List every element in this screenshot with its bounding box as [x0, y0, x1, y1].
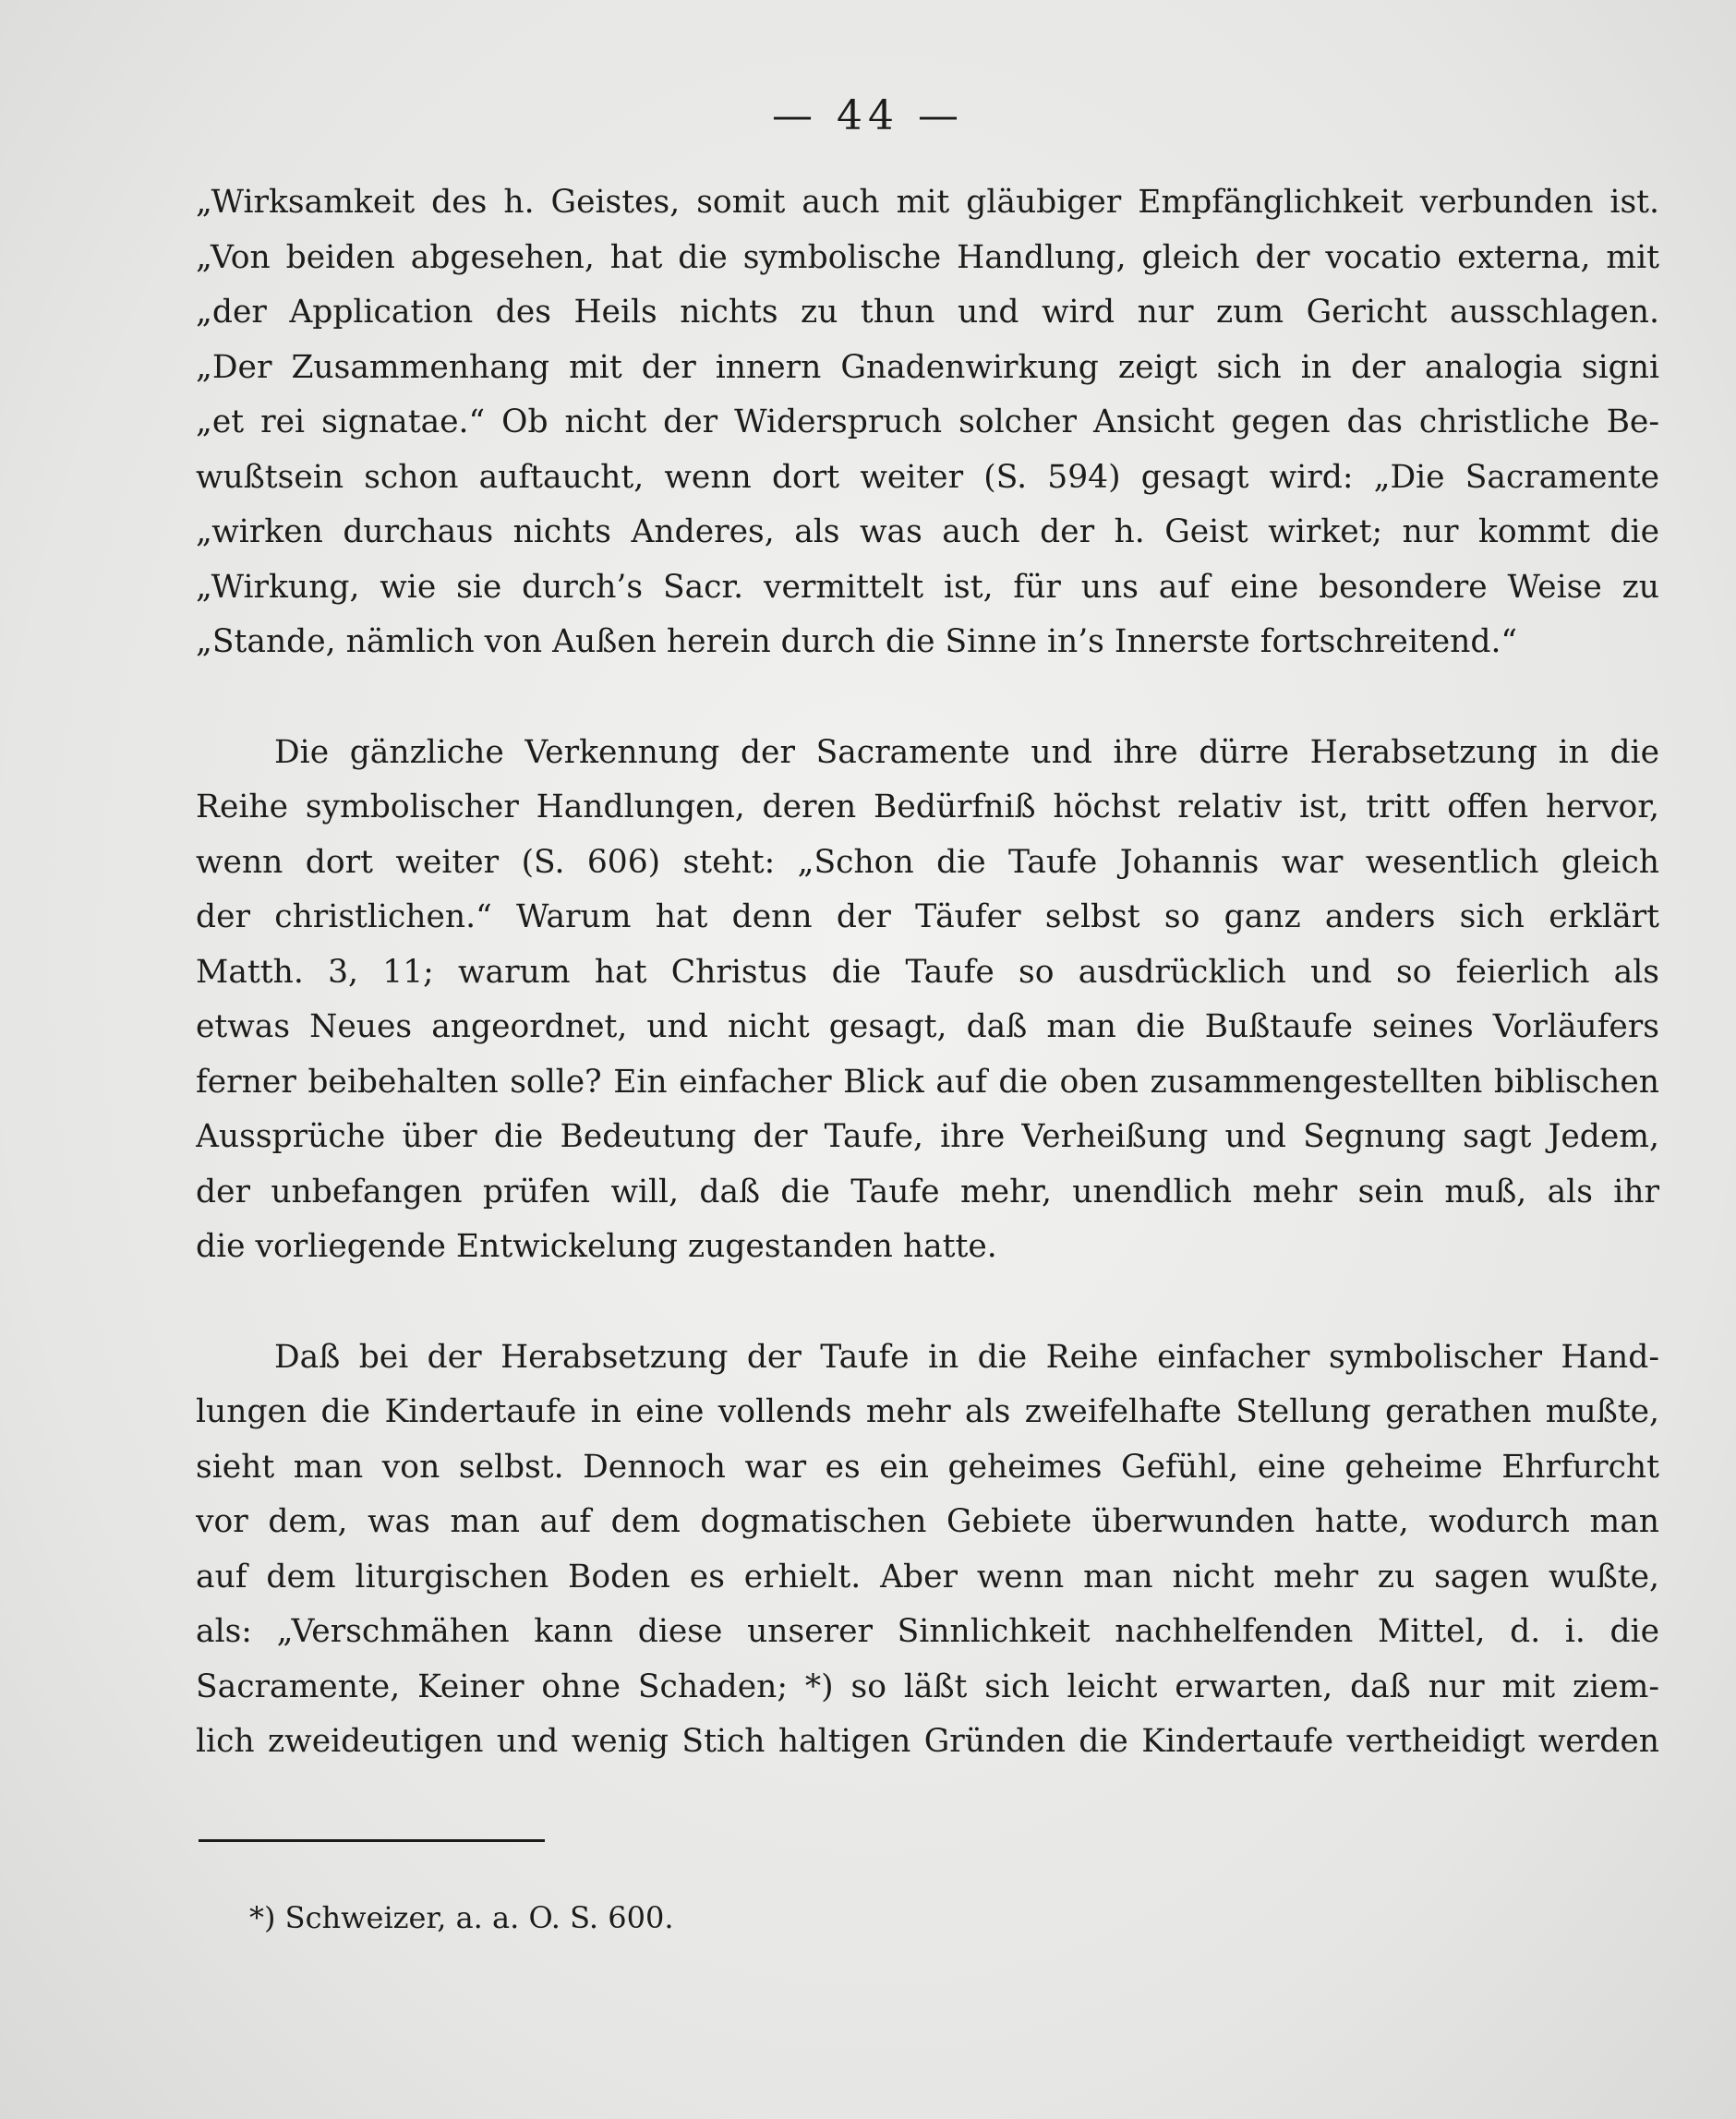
- footnote-rule: [199, 1839, 545, 1842]
- text-line: Aussprüche über die Bedeutung der Taufe, ihre Verheißung und Segnung sagt Jedem,: [196, 1118, 1659, 1155]
- text-line: etwas Neues angeordnet, und nicht gesagt, daß man die Bußtaufe seines Vorläufers: [196, 1008, 1659, 1045]
- text-line: sieht man von selbst. Dennoch war es ein geheimes Gefühl, eine geheime Ehrfurcht: [196, 1448, 1659, 1486]
- text-line: wußtsein schon auftaucht, wenn dort weiter (S. 594) gesagt wird: „Die Sacramente: [196, 458, 1659, 496]
- text-line: Die gänzliche Verkennung der Sacramente und ihre dürre Herabsetzung in die: [274, 733, 1659, 771]
- body-text: [196, 175, 1659, 1770]
- footnote: *) Schweizer, a. a. O. S. 600.: [249, 1900, 674, 1935]
- text-line: der unbefangen prüfen will, daß die Taufe mehr, unendlich mehr sein muß, als ihr: [196, 1173, 1659, 1210]
- text-line: vor dem, was man auf dem dogmatischen Gebiete überwunden hatte, wodurch man: [196, 1503, 1659, 1540]
- text-line: Reihe symbolischer Handlungen, deren Bedürfniß höchst relativ ist, tritt offen hervor,: [196, 789, 1659, 825]
- text-line: „der Application des Heils nichts zu thun und wird nur zum Gericht ausschlagen.: [196, 294, 1659, 331]
- text-line: „et rei signatae.“ Ob nicht der Widerspruch solcher Ansicht gegen das christliche Be-: [196, 403, 1659, 440]
- text-line: auf dem liturgischen Boden es erhielt. Aber wenn man nicht mehr zu sagen wußte,: [196, 1558, 1659, 1595]
- text-line: „Der Zusammenhang mit der innern Gnadenwirkung zeigt sich in der analogia signi: [196, 348, 1659, 386]
- text-line: Daß bei der Herabsetzung der Taufe in die Reihe einfacher symbolischer Hand-: [274, 1338, 1659, 1376]
- text-line: „Stande, nämlich von Außen herein durch die Sinne in’s Innerste fortschreitend.“: [196, 623, 1518, 660]
- text-line: wenn dort weiter (S. 606) steht: „Schon die Taufe Johannis war wesentlich gleich: [196, 843, 1659, 881]
- text-line: der christlichen.“ Warum hat denn der Täufer selbst so ganz anders sich erklärt: [196, 898, 1659, 935]
- text-line: lungen die Kindertaufe in eine vollends mehr als zweifelhafte Stellung gerathen mußte,: [196, 1393, 1659, 1430]
- text-line: „wirken durchaus nichts Anderes, als was auch der h. Geist wirket; nur kommt die: [196, 513, 1659, 550]
- text-line: „Wirksamkeit des h. Geistes, somit auch mit gläubiger Empfänglichkeit verbunden ist.: [196, 184, 1659, 221]
- text-line: Sacramente, Keiner ohne Schaden; *) so läßt sich leicht erwarten, daß nur mit ziem-: [196, 1668, 1659, 1705]
- text-line: lich zweideutigen und wenig Stich haltigen Gründen die Kindertaufe vertheidigt werden: [196, 1723, 1659, 1760]
- page-number: — 44 —: [772, 92, 964, 139]
- paragraph: [196, 175, 1659, 670]
- text-line: „Von beiden abgesehen, hat die symbolische Handlung, gleich der vocatio externa, mit: [196, 238, 1659, 276]
- text-line: als: „Verschmähen kann diese unserer Sinnlichkeit nachhelfenden Mittel, d. i. die: [196, 1613, 1659, 1650]
- paragraph: [196, 1330, 1659, 1770]
- text-line: ferner beibehalten solle? Ein einfacher Blick auf die oben zusammengestellten biblischen: [196, 1063, 1659, 1101]
- paragraph: [196, 726, 1659, 1275]
- text-line: Matth. 3, 11; warum hat Christus die Taufe so ausdrücklich und so feierlich als: [196, 953, 1659, 991]
- text-line: die vorliegende Entwickelung zugestanden hatte.: [196, 1228, 997, 1265]
- text-line: „Wirkung, wie sie durch’s Sacr. vermittelt ist, für uns auf eine besondere Weise zu: [196, 568, 1659, 606]
